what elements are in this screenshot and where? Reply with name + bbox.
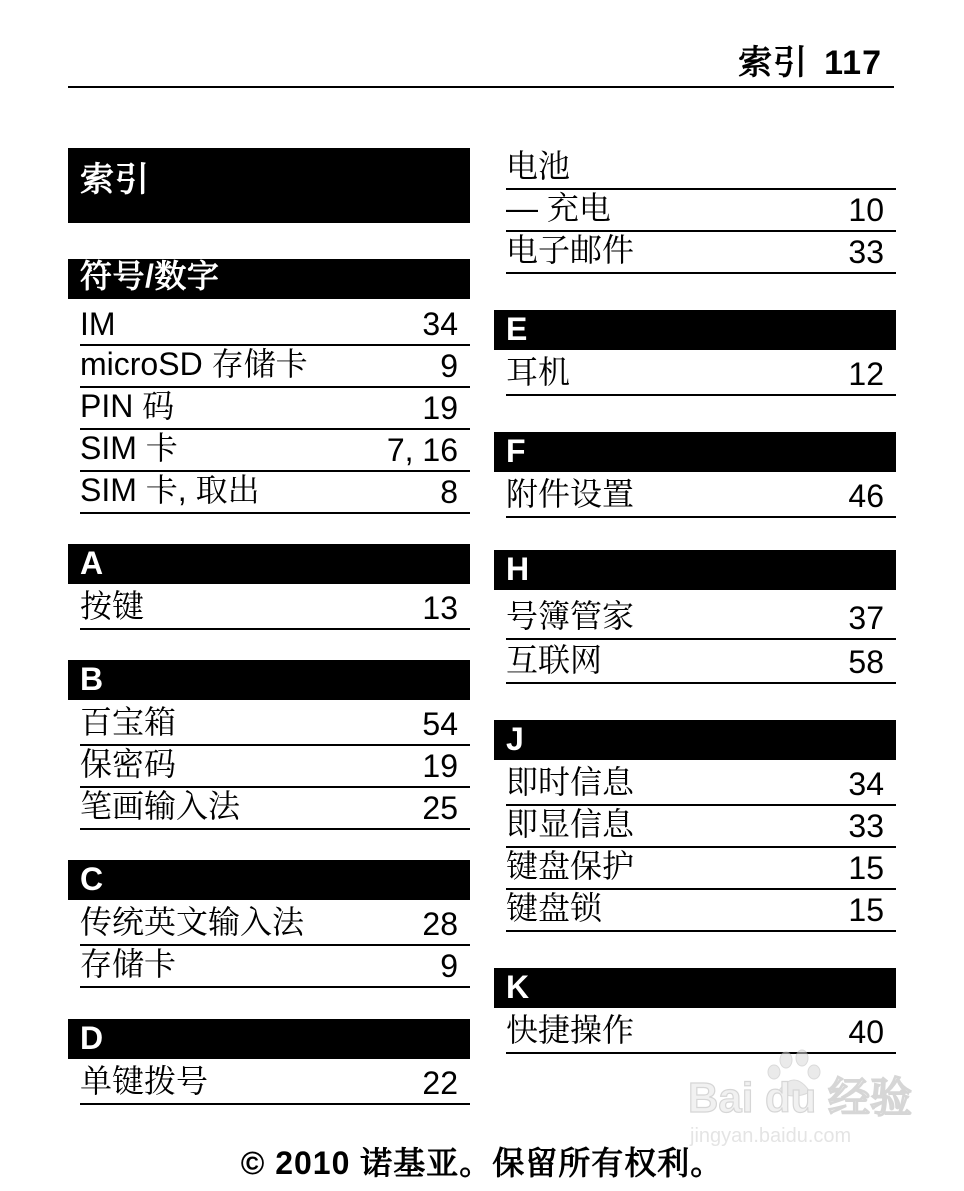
index-term: 键盘保护 bbox=[506, 848, 635, 884]
watermark-logo-text: Bai du 经验 bbox=[688, 1074, 913, 1121]
header-page-number: 117 bbox=[824, 44, 882, 82]
section-heading-label: A bbox=[80, 545, 104, 581]
section-heading-label: C bbox=[80, 861, 104, 897]
section-heading-label: K bbox=[506, 969, 530, 1005]
index-title-block bbox=[68, 148, 470, 223]
index-page-ref: 10 bbox=[848, 192, 884, 228]
section-heading-label: 符号/数字 bbox=[80, 258, 220, 294]
index-page-ref: 40 bbox=[848, 1014, 884, 1050]
section-heading-d bbox=[68, 1019, 470, 1059]
index-entry bbox=[80, 946, 470, 988]
index-page-ref: 46 bbox=[848, 478, 884, 514]
index-term: 互联网 bbox=[506, 642, 603, 678]
index-term: 传统英文输入法 bbox=[80, 904, 305, 940]
section-heading-symbols-digits bbox=[68, 259, 470, 299]
copyright-footer: © 2010 诺基亚。保留所有权利。 bbox=[240, 1145, 724, 1181]
index-term: 号簿管家 bbox=[506, 598, 635, 634]
section-heading-c bbox=[68, 860, 470, 900]
index-term: — 充电 bbox=[506, 190, 611, 226]
index-term: 笔画输入法 bbox=[80, 788, 241, 824]
index-term: 快捷操作 bbox=[506, 1012, 635, 1048]
index-page-ref: 9 bbox=[440, 348, 458, 384]
index-page-ref: 19 bbox=[422, 390, 458, 426]
section-heading-e bbox=[494, 310, 896, 350]
index-page-ref: 12 bbox=[848, 356, 884, 392]
index-term: 电子邮件 bbox=[506, 232, 635, 268]
index-page-ref: 15 bbox=[848, 892, 884, 928]
index-page-ref: 15 bbox=[848, 850, 884, 886]
index-entry bbox=[80, 1063, 470, 1105]
index-page-ref: 34 bbox=[422, 306, 458, 342]
index-term: PIN 码 bbox=[80, 388, 175, 424]
index-term: IM bbox=[80, 306, 116, 342]
index-term: 按键 bbox=[80, 588, 145, 624]
index-title: 索引 bbox=[80, 161, 150, 199]
index-term: SIM 卡, 取出 bbox=[80, 472, 260, 508]
index-page-ref: 34 bbox=[848, 766, 884, 802]
header-section-name: 索引 bbox=[738, 44, 809, 82]
index-page-ref: 25 bbox=[422, 790, 458, 826]
baidu-jingyan-watermark bbox=[686, 1048, 916, 1148]
index-entry bbox=[506, 354, 896, 396]
section-heading-f bbox=[494, 432, 896, 472]
index-entry bbox=[506, 642, 896, 684]
running-header bbox=[68, 40, 894, 88]
section-heading-j bbox=[494, 720, 896, 760]
index-page-ref: 9 bbox=[440, 948, 458, 984]
index-page-ref: 58 bbox=[848, 644, 884, 680]
index-term: 附件设置 bbox=[506, 476, 635, 512]
index-term: 单键拨号 bbox=[80, 1063, 209, 1099]
index-page-ref: 33 bbox=[848, 234, 884, 270]
index-page-ref: 37 bbox=[848, 600, 884, 636]
index-entry bbox=[506, 476, 896, 518]
index-term: 耳机 bbox=[506, 354, 571, 390]
index-term: 保密码 bbox=[80, 746, 177, 782]
section-heading-label: B bbox=[80, 661, 104, 697]
index-page-ref: 54 bbox=[422, 706, 458, 742]
index-page-ref: 19 bbox=[422, 748, 458, 784]
index-entry bbox=[80, 472, 470, 514]
index-term: SIM 卡 bbox=[80, 430, 178, 466]
index-page-ref: 8 bbox=[440, 474, 458, 510]
index-term: 即时信息 bbox=[506, 764, 635, 800]
index-entry bbox=[80, 588, 470, 630]
section-heading-label: J bbox=[506, 721, 525, 757]
index-page-ref: 28 bbox=[422, 906, 458, 942]
section-heading-label: H bbox=[506, 551, 530, 587]
index-page-ref: 33 bbox=[848, 808, 884, 844]
index-page-ref: 7, 16 bbox=[386, 432, 458, 468]
index-term: 百宝箱 bbox=[80, 704, 177, 740]
section-heading-k bbox=[494, 968, 896, 1008]
index-term: 即显信息 bbox=[506, 806, 635, 842]
index-page-ref: 22 bbox=[422, 1065, 458, 1101]
index-entry bbox=[506, 232, 896, 274]
index-page-ref: 13 bbox=[422, 590, 458, 626]
section-heading-label: E bbox=[506, 311, 528, 347]
index-entry bbox=[80, 788, 470, 830]
watermark-url-text: jingyan.baidu.com bbox=[690, 1125, 852, 1147]
section-heading-label: F bbox=[506, 433, 527, 469]
section-heading-b bbox=[68, 660, 470, 700]
section-heading-label: D bbox=[80, 1020, 104, 1056]
index-term: 存储卡 bbox=[80, 946, 177, 982]
index-entry bbox=[506, 598, 896, 640]
index-term: 电池 bbox=[506, 148, 571, 184]
index-term: 键盘锁 bbox=[506, 890, 603, 926]
index-term: microSD 存储卡 bbox=[80, 346, 308, 382]
running-header-text bbox=[738, 35, 882, 84]
section-heading-h bbox=[494, 550, 896, 590]
section-heading-a bbox=[68, 544, 470, 584]
index-entry bbox=[506, 890, 896, 932]
